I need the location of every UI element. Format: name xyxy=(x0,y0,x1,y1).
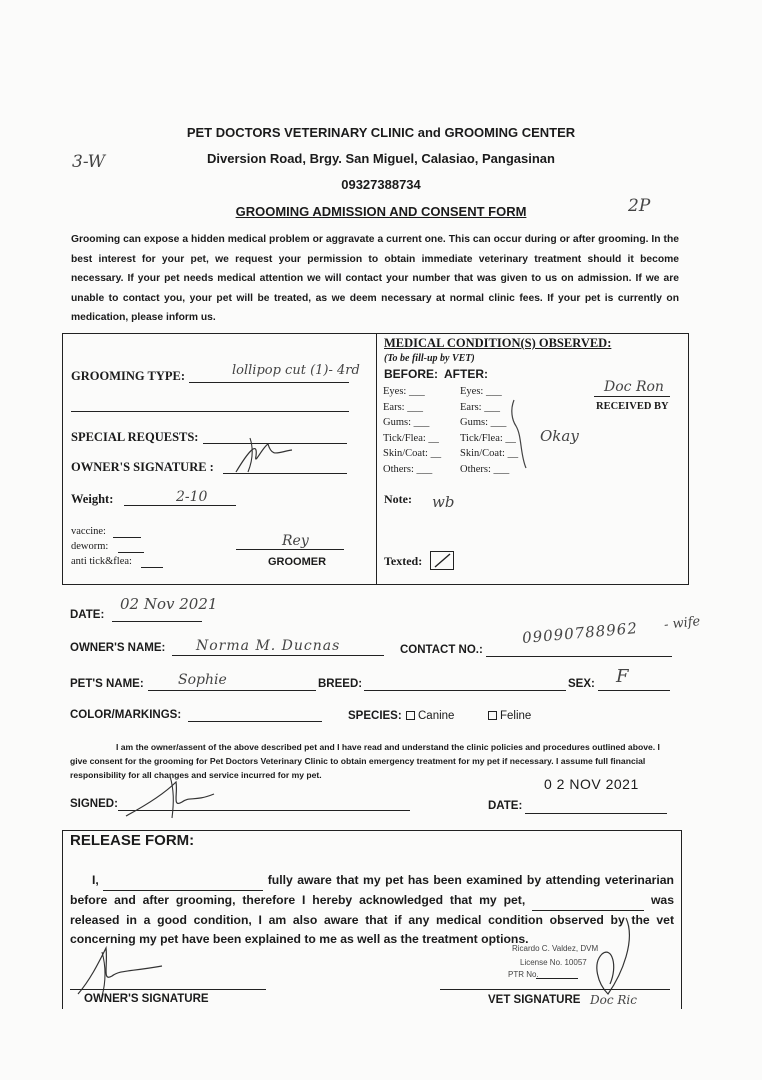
sex-line xyxy=(598,690,670,691)
after-skin: Skin/Coat: xyxy=(460,448,505,459)
consent-date-label: DATE: xyxy=(488,800,523,812)
after-label: AFTER: xyxy=(444,367,488,381)
margin-note-left: 3-W xyxy=(72,152,106,172)
consent-paragraph: I am the owner/assent of the above described pet and I have read and understand the clinic policies and procedures outlined above. I give consent for the grooming for Pet Doctors Veterinary Clinic to obtain emergency treatment for my pet if necessary. I assume full financial responsibility for all changes and service incurred for my pet. xyxy=(70,742,660,780)
after-item[interactable]: Skin/Coat: __ xyxy=(460,448,519,459)
before-tick: Tick/Flea: xyxy=(383,432,426,444)
received-label: RECEIVED BY xyxy=(596,401,669,412)
before-item[interactable]: Skin/Coat: __ xyxy=(383,448,442,459)
owner-release-sig-line[interactable] xyxy=(70,989,266,990)
species-label: SPECIES: xyxy=(348,710,402,722)
vet-ptr-line xyxy=(536,978,578,979)
owner-signature-label: OWNER'S SIGNATURE : xyxy=(71,460,214,474)
before-item[interactable]: Others: ___ xyxy=(383,463,433,475)
vaccine-line[interactable] xyxy=(113,537,141,538)
canine-checkbox[interactable] xyxy=(406,711,415,720)
vet-sig-label: VET SIGNATURE xyxy=(488,994,581,1006)
medical-title: MEDICAL CONDITION(S) OBSERVED: xyxy=(384,336,612,350)
intro-paragraph: Grooming can expose a hidden medical problem or aggravate a current one. This can occur during or after grooming. In the best interest for your pet, we request your permission to obtain immediate veterinary treatment should it become necessary. If your pet needs medical attention we will contact your number that was given to us on admission. If we are unable to contact you, your pet will be treated, as we deem necessary at normal clinic fees. If your pet is currently on medication, please inform us. xyxy=(71,234,679,323)
release-text-1: fully aware that my pet has been examined by attending veterinarian before and after grooming, therefore I hereby acknowledged that my pet, xyxy=(70,873,674,907)
received-signature: Doc Ron xyxy=(604,379,664,395)
anti-tick-line[interactable] xyxy=(141,567,163,568)
after-eyes: Eyes: xyxy=(460,386,484,397)
breed-label: BREED: xyxy=(318,678,363,690)
before-items xyxy=(383,384,441,477)
groomer-label: GROOMER xyxy=(268,556,327,568)
release-name-blank[interactable] xyxy=(103,871,263,891)
after-bracket-mark xyxy=(506,396,536,472)
after-ears: Ears: xyxy=(460,401,482,413)
texted-label: Texted: xyxy=(384,554,423,568)
grooming-type-value[interactable]: lollipop cut (1)- 4rd xyxy=(232,363,360,378)
margin-note-right: 2P xyxy=(628,196,651,216)
after-item[interactable]: Others: ___ xyxy=(460,463,510,475)
signed-scribble xyxy=(122,772,222,822)
pet-name-label: PET'S NAME: xyxy=(70,678,144,690)
owner-name-value[interactable]: Norma M. Ducnas xyxy=(196,638,341,654)
before-item[interactable]: Tick/Flea: __ xyxy=(383,432,439,444)
species-canine-option[interactable] xyxy=(406,710,454,722)
clinic-address: Diversion Road, Brgy. San Miguel, Calasiao, Pangasinan xyxy=(207,151,555,166)
release-title: RELEASE FORM: xyxy=(70,832,195,849)
weight-value[interactable]: 2-10 xyxy=(176,489,208,505)
medical-subtitle: (To be fill-up by VET) xyxy=(384,353,475,364)
form-title: GROOMING ADMISSION AND CONSENT FORM xyxy=(235,204,527,219)
canine-label: Canine xyxy=(418,710,455,722)
texted-checkbox[interactable] xyxy=(430,551,454,570)
signed-label: SIGNED: xyxy=(70,798,118,810)
owner-name-label: OWNER'S NAME: xyxy=(70,642,166,654)
note-label: Note: xyxy=(384,492,412,506)
clinic-name: PET DOCTORS VETERINARY CLINIC and GROOMING CENTER xyxy=(186,125,576,140)
deworm-label: deworm: xyxy=(71,541,109,552)
color-markings-line[interactable] xyxy=(188,721,322,722)
pet-name-line xyxy=(148,690,316,691)
before-item[interactable]: Gums: ___ xyxy=(383,417,430,428)
consent-date-stamp[interactable]: 0 2 NOV 2021 xyxy=(544,776,639,792)
vet-name-stamp: Ricardo C. Valdez, DVM xyxy=(512,944,599,953)
vet-ptr-stamp: PTR No. xyxy=(508,970,539,979)
before-item[interactable]: Eyes: ___ xyxy=(383,386,425,397)
before-label: BEFORE: xyxy=(384,367,438,381)
pet-name-value[interactable]: Sophie xyxy=(178,672,227,688)
okay-note: Okay xyxy=(540,427,579,445)
vet-sig-hand: Doc Ric xyxy=(590,993,637,1007)
after-item[interactable]: Ears: ___ xyxy=(460,401,500,413)
feline-checkbox[interactable] xyxy=(488,711,497,720)
contact-label: CONTACT NO.: xyxy=(400,644,483,656)
check-icon xyxy=(431,552,453,569)
release-text-2: was released in a good condition, I am also aware that if any medical condition observed by the vet concerning my pet have been explained to me as well as the treatment options. xyxy=(70,893,674,946)
before-others: Others: xyxy=(383,463,414,475)
sex-label: SEX: xyxy=(568,678,595,690)
after-item[interactable]: Gums: ___ xyxy=(460,417,507,428)
contact-line xyxy=(486,656,672,657)
sex-value[interactable]: F xyxy=(616,666,629,687)
date-line xyxy=(112,621,202,622)
before-skin: Skin/Coat: xyxy=(383,448,428,459)
note-value[interactable]: wb xyxy=(432,493,455,511)
before-gums: Gums: xyxy=(383,417,412,428)
species-feline-option[interactable] xyxy=(488,710,531,722)
special-requests-label: SPECIAL REQUESTS: xyxy=(71,430,199,444)
owner-release-sig-label: OWNER'S SIGNATURE xyxy=(84,993,209,1005)
before-eyes: Eyes: xyxy=(383,386,407,397)
groomer-signature: Rey xyxy=(282,533,309,549)
owner-signature-scribble xyxy=(228,432,298,480)
after-item[interactable]: Tick/Flea: __ xyxy=(460,432,516,444)
feline-label: Feline xyxy=(500,710,532,722)
after-others: Others: xyxy=(460,463,491,475)
release-i-label: I, xyxy=(92,873,99,887)
before-ears: Ears: xyxy=(383,401,405,413)
deworm-line[interactable] xyxy=(118,552,144,553)
after-gums: Gums: xyxy=(460,417,489,428)
after-item[interactable]: Eyes: ___ xyxy=(460,386,502,397)
vaccine-label: vaccine: xyxy=(71,526,106,537)
vet-sig-line[interactable] xyxy=(440,989,670,990)
grooming-type-line xyxy=(189,382,349,383)
anti-tick-label: anti tick&flea: xyxy=(71,556,132,567)
box-divider xyxy=(376,333,377,585)
grooming-type-label: GROOMING TYPE: xyxy=(71,369,186,383)
received-line[interactable] xyxy=(594,396,670,397)
color-markings-label: COLOR/MARKINGS: xyxy=(70,709,182,721)
weight-label: Weight: xyxy=(71,492,114,506)
date-label: DATE: xyxy=(70,609,105,621)
contact-value[interactable]: 09090788962 xyxy=(521,618,639,648)
owner-name-line xyxy=(172,655,384,656)
groomer-line[interactable] xyxy=(236,549,344,550)
contact-note: - wife xyxy=(663,614,702,633)
before-item[interactable]: Ears: ___ xyxy=(383,401,423,413)
after-tick: Tick/Flea: xyxy=(460,432,503,444)
breed-line[interactable] xyxy=(364,690,566,691)
weight-line xyxy=(124,505,236,506)
clinic-phone: 09327388734 xyxy=(341,177,421,192)
grooming-type-line-2 xyxy=(71,411,349,412)
release-pet-blank[interactable] xyxy=(532,891,644,911)
date-value[interactable]: 02 Nov 2021 xyxy=(120,595,218,613)
consent-date-line xyxy=(525,813,667,814)
vet-license-stamp: License No. 10057 xyxy=(520,958,587,967)
vet-signature-scribble xyxy=(582,914,642,1000)
